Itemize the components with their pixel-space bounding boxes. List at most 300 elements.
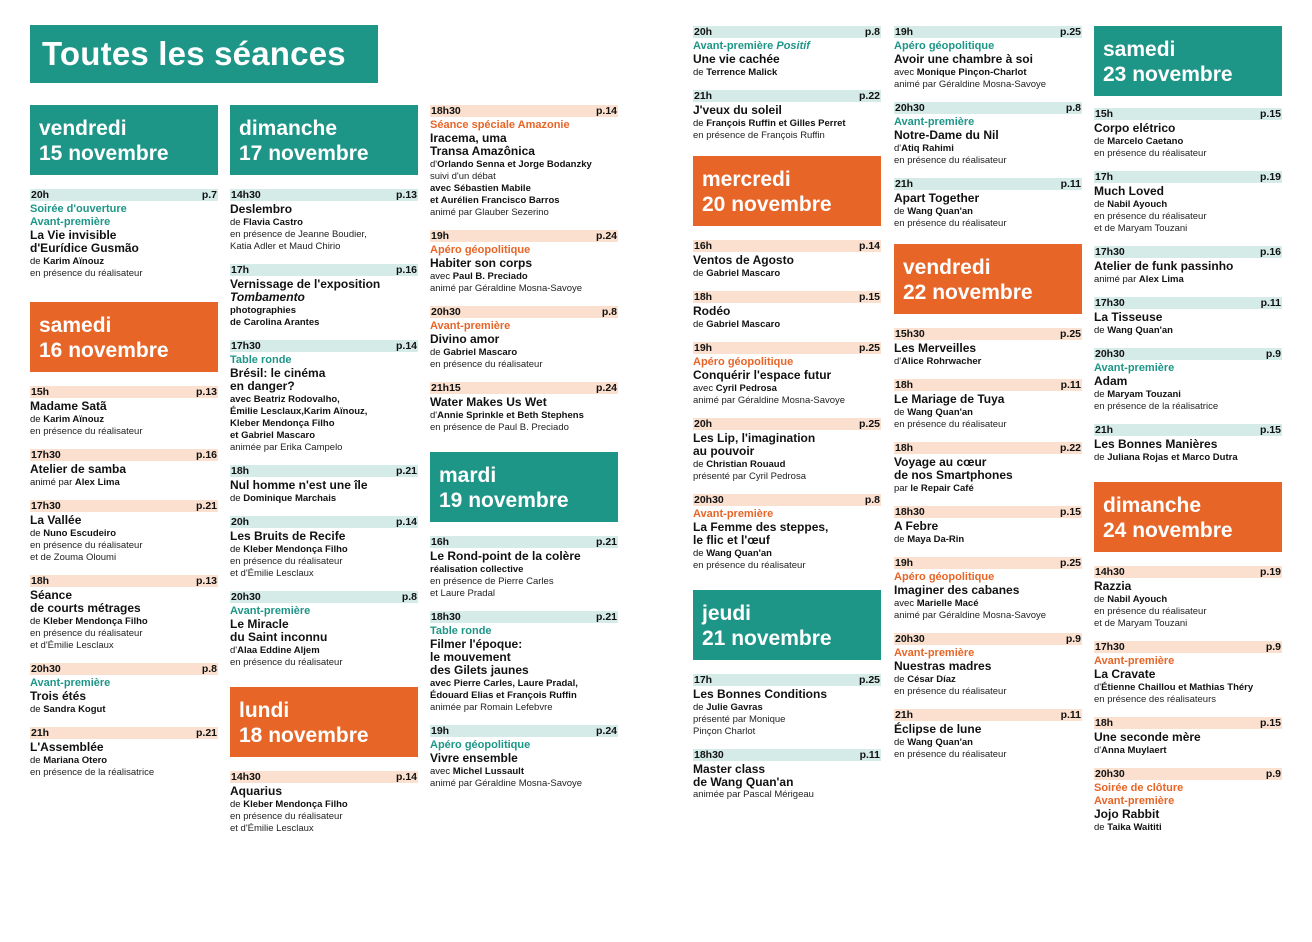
event-credit: en présence du réalisateur xyxy=(894,749,1007,760)
event-time: 19h xyxy=(431,725,450,737)
event-time: 21h xyxy=(895,178,914,190)
event-time: 14h30 xyxy=(1095,566,1125,578)
event-credit: Émilie Lesclaux,Karim Aïnouz, xyxy=(230,406,368,417)
page-ref: p.14 xyxy=(858,240,880,252)
event-label: Table ronde xyxy=(230,354,292,366)
event-title: L'Assemblée xyxy=(30,740,104,754)
event-credit: de Dominique Marchais xyxy=(230,493,337,504)
event-title: Atelier de funk passinho xyxy=(1094,259,1234,273)
event-label: Avant-première xyxy=(1094,362,1175,374)
event-title: des Gilets jaunes xyxy=(430,663,529,677)
event xyxy=(430,105,618,219)
event-credit: animée par Romain Lefebvre xyxy=(430,702,553,713)
event-credit: avec Monique Pinçon-Charlot xyxy=(894,67,1027,78)
event-time: 18h30 xyxy=(694,749,724,761)
event-credit: de Karim Aïnouz xyxy=(30,256,105,267)
event-label: Avant-première xyxy=(693,508,774,520)
event-time: 16h xyxy=(694,240,713,252)
event xyxy=(230,189,418,253)
event-title: en danger? xyxy=(230,379,295,393)
column-2 xyxy=(230,105,418,846)
page-ref: p.15 xyxy=(858,291,880,303)
event-title: Transa Amazônica xyxy=(430,144,535,158)
event-credit: en présence des réalisateurs xyxy=(1094,694,1216,705)
page-title: Toutes les séances xyxy=(30,25,378,83)
event-title: Jojo Rabbit xyxy=(1094,807,1160,821)
event-credit: en présence de la réalisatrice xyxy=(1094,401,1219,412)
page-ref: p.14 xyxy=(395,516,417,528)
page-ref: p.9 xyxy=(1265,768,1281,780)
page-ref: p.11 xyxy=(1060,709,1081,721)
event xyxy=(894,328,1082,368)
event xyxy=(230,591,418,669)
page-ref: p.14 xyxy=(395,771,417,783)
event xyxy=(894,102,1082,167)
event-title: La Cravate xyxy=(1094,667,1156,681)
event-label: Apéro géopolitique xyxy=(894,40,995,52)
event-credit: de César Díaz xyxy=(894,674,956,685)
page-ref: p.25 xyxy=(1059,328,1081,340)
event-title: de nos Smartphones xyxy=(894,468,1013,482)
event-credit: de Sandra Kogut xyxy=(30,704,106,715)
event-title: Vivre ensemble xyxy=(430,751,518,765)
event-label: Avant-première xyxy=(1094,795,1175,807)
event-credit: en présence du réalisateur xyxy=(894,686,1007,697)
event-credit: en présence du réalisateur xyxy=(30,426,143,437)
event-credit: animé par Géraldine Mosna-Savoye xyxy=(894,79,1047,90)
event-credit: de Nabil Ayouch xyxy=(1094,199,1168,210)
page-ref: p.25 xyxy=(1059,26,1081,38)
event-credit: en présence du réalisateur xyxy=(230,811,343,822)
event xyxy=(1094,768,1282,834)
event-credit: en présence du réalisateur xyxy=(230,657,343,668)
event-time: 20h30 xyxy=(895,102,925,114)
event-credit: en présence du réalisateur xyxy=(894,155,1007,166)
event-title: Les Merveilles xyxy=(894,341,977,355)
event xyxy=(693,494,881,572)
event xyxy=(693,342,881,407)
day-header: dimanche 17 novembre xyxy=(230,105,418,175)
event-title: Adam xyxy=(1094,374,1128,388)
day-header: jeudi 21 novembre xyxy=(693,590,881,660)
page-ref: p.21 xyxy=(595,611,617,623)
event-credit: de François Ruffin et Gilles Perret xyxy=(693,118,846,129)
event-title: Les Bonnes Manières xyxy=(1094,437,1218,451)
event-credit: en présence de Pierre Carles xyxy=(430,576,554,587)
event-title: d'Eurídice Gusmão xyxy=(30,241,139,255)
day-header: mercredi 20 novembre xyxy=(693,156,881,226)
event-credit: avec Sébastien Mabile xyxy=(430,183,531,194)
event-credit: animé par Géraldine Mosna-Savoye xyxy=(693,395,846,406)
event xyxy=(1094,717,1282,757)
event-credit: en présence de la réalisatrice xyxy=(30,767,155,778)
day-header: lundi 18 novembre xyxy=(230,687,418,757)
event-credit: de Wang Quan'an xyxy=(693,548,772,559)
event-title: Apart Together xyxy=(894,191,980,205)
event-credit: en présence du réalisateur xyxy=(894,218,1007,229)
page-ref: p.16 xyxy=(195,449,217,461)
event-time: 20h xyxy=(231,516,250,528)
event-time: 14h30 xyxy=(231,771,261,783)
event xyxy=(430,230,618,295)
event-credit: Kleber Mendonça Filho xyxy=(230,418,335,429)
day-header: mardi 19 novembre xyxy=(430,452,618,522)
event-title: Water Makes Us Wet xyxy=(430,395,547,409)
event xyxy=(1094,424,1282,464)
event-time: 18h xyxy=(231,465,250,477)
event-time: 17h30 xyxy=(1095,297,1125,309)
column-1 xyxy=(30,105,218,790)
event-title: Vernissage de l'exposition xyxy=(230,277,381,291)
event-time: 21h xyxy=(895,709,914,721)
page-ref: p.16 xyxy=(1259,246,1281,258)
event xyxy=(894,178,1082,230)
event-title: au pouvoir xyxy=(693,444,755,458)
event-credit: et Gabriel Mascaro xyxy=(230,430,316,441)
day-header: samedi 23 novembre xyxy=(1094,26,1282,96)
event-credit: d'Atiq Rahimi xyxy=(894,143,954,154)
event-time: 17h30 xyxy=(31,449,61,461)
event-time: 17h30 xyxy=(31,500,61,512)
event xyxy=(894,709,1082,761)
event xyxy=(1094,171,1282,235)
event xyxy=(894,633,1082,698)
event-credit: de Wang Quan'an xyxy=(1094,325,1173,336)
event-credit: et d'Émilie Lesclaux xyxy=(230,568,314,579)
event-credit: Katia Adler et Maud Chirio xyxy=(230,241,341,252)
event-credit: de Marcelo Caetano xyxy=(1094,136,1184,147)
event xyxy=(894,557,1082,622)
page-ref: p.22 xyxy=(858,90,880,102)
event-title: du Saint inconnu xyxy=(230,630,328,644)
event-time: 14h30 xyxy=(231,189,261,201)
event-credit: réalisation collective xyxy=(430,564,524,575)
event-credit: en présence du réalisateur xyxy=(894,419,1007,430)
event-credit: Édouard Elias et François Ruffin xyxy=(430,690,577,701)
event xyxy=(230,771,418,835)
column-6 xyxy=(1094,26,1282,845)
event-title: Nuestras madres xyxy=(894,659,992,673)
event-credit: d'Annie Sprinkle et Beth Stephens xyxy=(430,410,584,421)
event-credit: de Julie Gavras xyxy=(693,702,763,713)
event xyxy=(693,90,881,142)
event xyxy=(693,26,881,79)
event-title: Habiter son corps xyxy=(430,256,533,270)
event-credit: en présence de François Ruffin xyxy=(693,130,825,141)
event-title: A Febre xyxy=(894,519,939,533)
day-header: dimanche 24 novembre xyxy=(1094,482,1282,552)
event-title: Les Lip, l'imagination xyxy=(693,431,816,445)
page-ref: p.25 xyxy=(858,418,880,430)
day-header: samedi 16 novembre xyxy=(30,302,218,372)
event-credit: d'Anna Muylaert xyxy=(1094,745,1167,756)
event-title: Conquérir l'espace futur xyxy=(693,368,832,382)
event-label: Avant-première Positif xyxy=(693,40,810,52)
page-ref: p.25 xyxy=(858,342,880,354)
event-time: 18h30 xyxy=(431,611,461,623)
event-label: Avant-première xyxy=(30,677,111,689)
event-label: Séance spéciale Amazonie xyxy=(430,119,570,131)
event-credit: d'Étienne Chaillou et Mathias Théry xyxy=(1094,682,1254,693)
event-credit: de Kleber Mendonça Filho xyxy=(30,616,148,627)
event-time: 20h30 xyxy=(1095,348,1125,360)
event-title: Rodéo xyxy=(693,304,731,318)
event-time: 19h xyxy=(895,26,914,38)
page-ref: p.21 xyxy=(595,536,617,548)
event-label: Avant-première xyxy=(230,605,311,617)
event-credit: de Kleber Mendonça Filho xyxy=(230,544,348,555)
page-ref: p.21 xyxy=(395,465,417,477)
event-time: 20h30 xyxy=(1095,768,1125,780)
event-credit: d'Orlando Senna et Jorge Bodanzky xyxy=(430,159,592,170)
event-title: Master class xyxy=(693,762,766,776)
event-credit: et de Maryam Touzani xyxy=(1094,618,1188,629)
event-title: Corpo elétrico xyxy=(1094,121,1176,135)
event-credit: de Nabil Ayouch xyxy=(1094,594,1168,605)
event-time: 20h30 xyxy=(895,633,925,645)
event-label: Apéro géopolitique xyxy=(693,356,794,368)
event-title: Much Loved xyxy=(1094,184,1165,198)
event-credit: de Wang Quan'an xyxy=(894,407,973,418)
event-title: Trois étés xyxy=(30,689,87,703)
event xyxy=(894,442,1082,495)
page-ref: p.8 xyxy=(601,306,617,318)
event-credit: en présence du réalisateur xyxy=(30,540,143,551)
event-time: 17h xyxy=(231,264,250,276)
event-title: Aquarius xyxy=(230,784,283,798)
event-title: Nul homme n'est une île xyxy=(230,478,368,492)
event-title: Brésil: le cinéma xyxy=(230,366,326,380)
event-credit: présenté par Monique xyxy=(693,714,786,725)
event xyxy=(30,500,218,564)
event-credit: en présence du réalisateur xyxy=(1094,211,1207,222)
event-credit: en présence du réalisateur xyxy=(230,556,343,567)
event-time: 18h xyxy=(1095,717,1114,729)
page-ref: p.9 xyxy=(1265,641,1281,653)
event-credit: de Maya Da-Rin xyxy=(894,534,965,545)
event-credit: de Gabriel Mascaro xyxy=(430,347,518,358)
event xyxy=(30,189,218,280)
event-title: Filmer l'époque: xyxy=(430,637,523,651)
event-time: 20h30 xyxy=(431,306,461,318)
page-ref: p.21 xyxy=(195,500,217,512)
event-credit: en présence du réalisateur xyxy=(1094,148,1207,159)
page-ref: p.15 xyxy=(1259,424,1281,436)
page-ref: p.15 xyxy=(1259,717,1281,729)
event-time: 17h30 xyxy=(231,340,261,352)
event-title: Une vie cachée xyxy=(693,52,780,66)
event-time: 21h xyxy=(1095,424,1114,436)
event-credit: en présence du réalisateur xyxy=(30,628,143,639)
event-credit: de Mariana Otero xyxy=(30,755,108,766)
event-time: 19h xyxy=(895,557,914,569)
event-credit: de Gabriel Mascaro xyxy=(693,268,781,279)
event-title: La Femme des steppes, xyxy=(693,520,829,534)
event-title: La Tisseuse xyxy=(1094,310,1163,324)
event-time: 20h30 xyxy=(31,663,61,675)
event-time: 21h xyxy=(31,727,50,739)
event-credit: et de Zouma Oloumi xyxy=(30,552,117,563)
event-credit: de Terrence Malick xyxy=(693,67,778,78)
page-ref: p.8 xyxy=(401,591,417,603)
event xyxy=(230,340,418,454)
event-title: J'veux du soleil xyxy=(693,103,782,117)
event-credit: présenté par Cyril Pedrosa xyxy=(693,471,806,482)
event-time: 20h xyxy=(31,189,50,201)
event xyxy=(693,291,881,331)
event xyxy=(894,26,1082,91)
event-label: Apéro géopolitique xyxy=(430,739,531,751)
event-credit: de Carolina Arantes xyxy=(230,317,320,328)
event-title: Imaginer des cabanes xyxy=(894,583,1020,597)
event-credit: de Karim Aïnouz xyxy=(30,414,105,425)
page-ref: p.22 xyxy=(1059,442,1081,454)
event-time: 17h xyxy=(1095,171,1114,183)
event-credit: de Nuno Escudeiro xyxy=(30,528,117,539)
event-credit: de Kleber Mendonça Filho xyxy=(230,799,348,810)
event-title: le mouvement xyxy=(430,650,511,664)
event-credit: et d'Émilie Lesclaux xyxy=(30,640,114,651)
event-credit: d'Alaa Eddine Aljem xyxy=(230,645,320,656)
event xyxy=(1094,641,1282,706)
page-ref: p.8 xyxy=(864,494,880,506)
event-time: 18h xyxy=(694,291,713,303)
event xyxy=(1094,297,1282,337)
event-label: Avant-première xyxy=(1094,655,1175,667)
event-credit: de Wang Quan'an xyxy=(894,737,973,748)
event-time: 18h xyxy=(895,442,914,454)
event-credit: de Gabriel Mascaro xyxy=(693,319,781,330)
event-title: Éclipse de lune xyxy=(894,722,982,736)
event-label: Soirée d'ouverture xyxy=(30,203,127,215)
event xyxy=(30,386,218,438)
event-time: 20h xyxy=(694,26,713,38)
event-credit: et d'Émilie Lesclaux xyxy=(230,823,314,834)
event-title: Avoir une chambre à soi xyxy=(894,52,1033,66)
day-header: vendredi 15 novembre xyxy=(30,105,218,175)
event-title: La Vie invisible xyxy=(30,228,117,242)
event-credit: en présence de Paul B. Preciado xyxy=(430,422,569,433)
page-ref: p.8 xyxy=(201,663,217,675)
event-title: Madame Satã xyxy=(30,399,107,413)
event-title: Une seconde mère xyxy=(1094,730,1201,744)
event-credit: et Laure Pradal xyxy=(430,588,495,599)
event-title: Divino amor xyxy=(430,332,500,346)
page-ref: p.11 xyxy=(1060,379,1081,391)
event-credit: animé par Géraldine Mosna-Savoye xyxy=(430,283,583,294)
event-label: Table ronde xyxy=(430,625,492,637)
event-credit: photographies xyxy=(230,305,296,316)
event xyxy=(693,240,881,280)
page-ref: p.25 xyxy=(1059,557,1081,569)
event-credit: en présence du réalisateur xyxy=(693,560,806,571)
event xyxy=(430,306,618,371)
event-credit: animée par Erika Campelo xyxy=(230,442,343,453)
event-title: Deslembro xyxy=(230,202,293,216)
page-ref: p.24 xyxy=(595,382,617,394)
event xyxy=(1094,108,1282,160)
column-3 xyxy=(430,105,618,801)
event-credit: Pinçon Charlot xyxy=(693,726,756,737)
page-ref: p.24 xyxy=(595,725,617,737)
event-time: 21h15 xyxy=(431,382,461,394)
event-title: Le Rond-point de la colère xyxy=(430,549,581,563)
event xyxy=(30,575,218,652)
page-ref: p.16 xyxy=(395,264,417,276)
event-time: 18h30 xyxy=(431,105,461,117)
event xyxy=(1094,348,1282,413)
event-title: Les Bonnes Conditions xyxy=(693,687,828,701)
event-credit: de Wang Quan'an xyxy=(894,206,973,217)
event-credit: d'Alice Rohrwacher xyxy=(894,356,982,367)
event-time: 18h xyxy=(895,379,914,391)
event-credit: de Flavia Castro xyxy=(230,217,303,228)
event-title: Ventos de Agosto xyxy=(693,253,794,267)
page-ref: p.15 xyxy=(1259,108,1281,120)
event xyxy=(1094,246,1282,286)
event-title: Séance xyxy=(30,588,73,602)
page-ref: p.9 xyxy=(1065,633,1081,645)
event-time: 16h xyxy=(431,536,450,548)
event-time: 17h30 xyxy=(1095,641,1125,653)
page-ref: p.13 xyxy=(395,189,417,201)
page-ref: p.11 xyxy=(1260,297,1281,309)
event-time: 15h30 xyxy=(895,328,925,340)
event-title: Le Mariage de Tuya xyxy=(894,392,1005,406)
page-ref: p.21 xyxy=(195,727,217,739)
event-credit: en présence du réalisateur xyxy=(430,359,543,370)
event-time: 17h30 xyxy=(1095,246,1125,258)
event xyxy=(230,264,418,329)
event-credit: de Taika Waititi xyxy=(1094,822,1162,833)
event-title: le flic et l'œuf xyxy=(693,533,770,547)
event-label: Apéro géopolitique xyxy=(430,244,531,256)
event-title: Le Miracle xyxy=(230,617,289,631)
event-credit: avec Michel Lussault xyxy=(430,766,524,777)
event xyxy=(894,506,1082,546)
event xyxy=(430,536,618,600)
event xyxy=(430,725,618,790)
page-ref: p.8 xyxy=(864,26,880,38)
event-credit: de Maryam Touzani xyxy=(1094,389,1181,400)
event-credit: en présence du réalisateur xyxy=(1094,606,1207,617)
event-title: La Vallée xyxy=(30,513,82,527)
event-credit: avec Pierre Carles, Laure Pradal, xyxy=(430,678,578,689)
event-credit: en présence de Jeanne Boudier, xyxy=(230,229,367,240)
event-title: Tombamento xyxy=(230,290,305,304)
event xyxy=(430,382,618,434)
page-ref: p.14 xyxy=(395,340,417,352)
event-label: Avant-première xyxy=(430,320,511,332)
event-credit: suivi d'un débat xyxy=(430,171,496,182)
event-credit: animé par Alex Lima xyxy=(1094,274,1184,285)
event-time: 15h xyxy=(31,386,50,398)
event xyxy=(30,727,218,779)
event-title: Les Bruits de Recife xyxy=(230,529,346,543)
page-ref: p.24 xyxy=(595,230,617,242)
event-time: 20h30 xyxy=(231,591,261,603)
event-credit: de Juliana Rojas et Marco Dutra xyxy=(1094,452,1238,463)
page-ref: p.11 xyxy=(859,749,880,761)
day-header: vendredi 22 novembre xyxy=(894,244,1082,314)
event-credit: animé par Géraldine Mosna-Savoye xyxy=(894,610,1047,621)
event-credit: de Christian Rouaud xyxy=(693,459,786,470)
page-ref: p.14 xyxy=(595,105,617,117)
event xyxy=(693,674,881,738)
event-title: de courts métrages xyxy=(30,601,141,615)
event-time: 17h xyxy=(694,674,713,686)
event-credit: animée par Pascal Mérigeau xyxy=(693,789,814,800)
